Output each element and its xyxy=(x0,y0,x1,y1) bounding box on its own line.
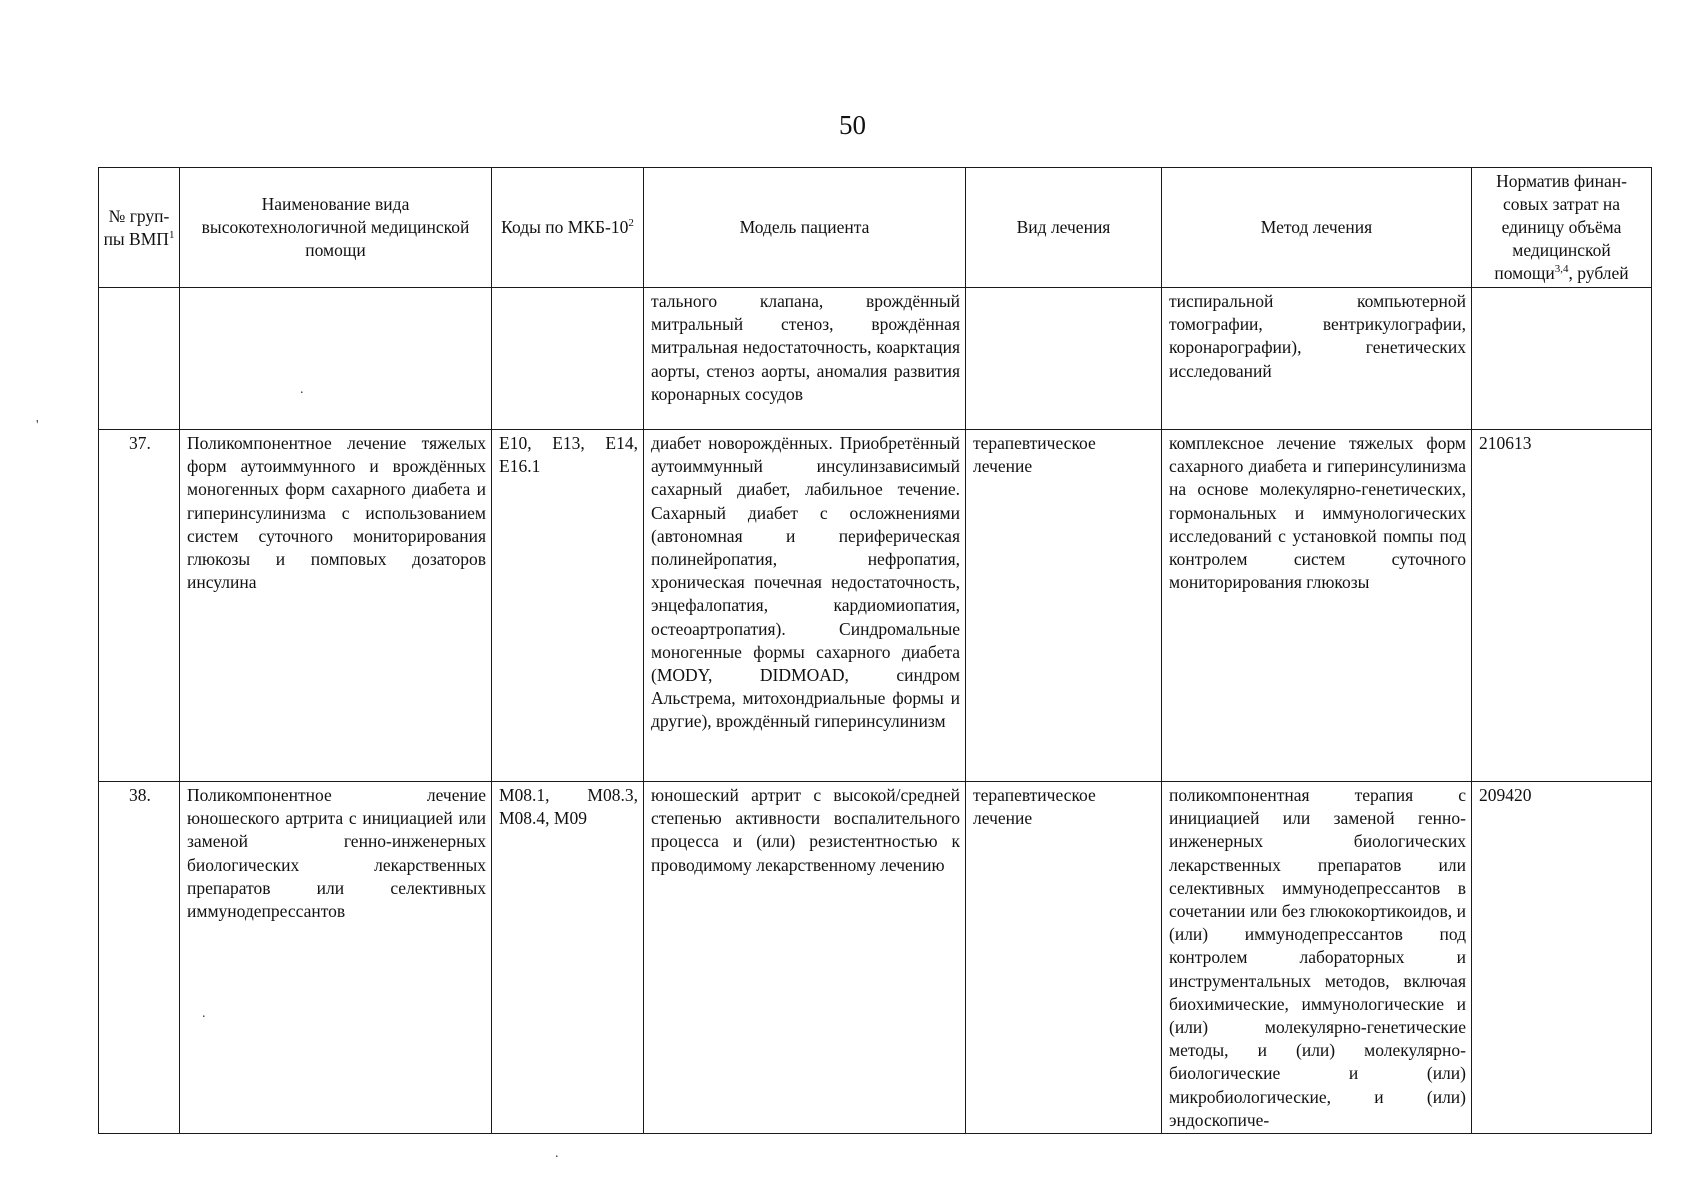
scan-speck: . xyxy=(300,382,304,397)
treatment-type-cell xyxy=(966,288,1162,430)
patient-model-cell: тального клапана, врождённый митральный стеноз, врождённая митральная недостаточность, коарктация аорты, стеноз аорты, аномалия развития коронарных сосудов xyxy=(644,288,966,430)
header-icd-codes: Коды по МКБ-$10^2$ xyxy=(492,168,644,288)
table-row xyxy=(99,782,1652,1134)
header-patient-model: Модель пациента xyxy=(644,168,966,288)
header-care-name: Наименование вида высокотехнологичной медицинской помощи xyxy=(180,168,492,288)
care-name-cell: Поликомпонентное лечение тяжелых форм аутоиммунного и врождённых моногенных форм сахарного диабета и гиперинсулинизма с использованием систем суточного мониторирования глюкозы и помповых дозаторов инсулина xyxy=(180,430,492,782)
scan-speck: . xyxy=(202,1006,206,1021)
icd-codes-cell xyxy=(492,288,644,430)
icd-codes-cell: M08.1, M08.3, M08.4, M09 xyxy=(492,782,644,1134)
patient-model-cell: юношеский артрит с высокой/средней степенью активности воспалительного процесса и (или) резистентностью к проводимому лекарственному лечению xyxy=(644,782,966,1134)
group-number-cell: 38. xyxy=(99,782,180,1134)
group-number-cell: 37. xyxy=(99,430,180,782)
treatment-method-cell: комплексное лечение тяжелых форм сахарного диабета и гиперинсулинизма на основе молекулярно-генетических, гормональных и иммунологических исследований с установкой помпы под контролем систем суточного мониторирования глюкозы xyxy=(1162,430,1472,782)
cost-norm-cell xyxy=(1472,288,1652,430)
group-number-cell xyxy=(99,288,180,430)
treatment-type-cell: терапевтическое лечение xyxy=(966,430,1162,782)
page-number: 50 xyxy=(839,110,866,140)
scan-speck: . xyxy=(555,1146,559,1161)
scan-speck: ' xyxy=(36,418,39,433)
table-header-row xyxy=(99,168,1652,288)
table-row xyxy=(99,288,1652,430)
header-cost-norm: Норматив финан-совых затрат на единицу объёма медицинской помощи$^{3,4}$, рублей xyxy=(1472,168,1652,288)
care-name-cell: Поликомпонентное лечение юношеского артрита с инициацией или заменой генно-инженерных биологических лекарственных препаратов или селективных иммунодепрессантов xyxy=(180,782,492,1134)
header-treatment-type: Вид лечения xyxy=(966,168,1162,288)
patient-model-cell: диабет новорождённых. Приобретённый аутоиммунный инсулинзависимый сахарный диабет, лабильное течение. Сахарный диабет с осложнениями (автономная и периферическая полинейропатия, нефропатия, хроническая почечная недостаточность, энцефалопатия, кардиомиопатия, остеоартропатия). Синдромальные моногенные формы сахарного диабета (MODY, DIDMOAD, синдром Альстрема, митохондриальные формы и другие), врождённый гиперинсулинизм xyxy=(644,430,966,782)
care-name-cell xyxy=(180,288,492,430)
treatment-method-cell: поликомпонентная терапия с инициацией или заменой генно-инженерных биологических лекарственных препаратов или селективных иммунодепрессантов в сочетании или без глюкокортикоидов, и (или) иммунодепрессантов под контролем лабораторных и инструментальных методов, включая биохимические, иммунологические и (или) молекулярно-генетические методы, и (или) молекулярно-биологические и (или) микробиологические, и (или) эндоскопиче- xyxy=(1162,782,1472,1134)
vmp-table xyxy=(98,167,1652,1134)
header-treatment-method: Метод лечения xyxy=(1162,168,1472,288)
cost-norm-cell: 210613 xyxy=(1472,430,1652,782)
icd-codes-cell: E10, E13, E14, E16.1 xyxy=(492,430,644,782)
treatment-type-cell: терапевтическое лечение xyxy=(966,782,1162,1134)
cost-norm-cell: 209420 xyxy=(1472,782,1652,1134)
treatment-method-cell: тиспиральной компьютерной томографии, вентрикулографии, коронарографии), генетических исследований xyxy=(1162,288,1472,430)
table-row xyxy=(99,430,1652,782)
header-group-number: № груп-пы ВМП$^1$ xyxy=(99,168,180,288)
